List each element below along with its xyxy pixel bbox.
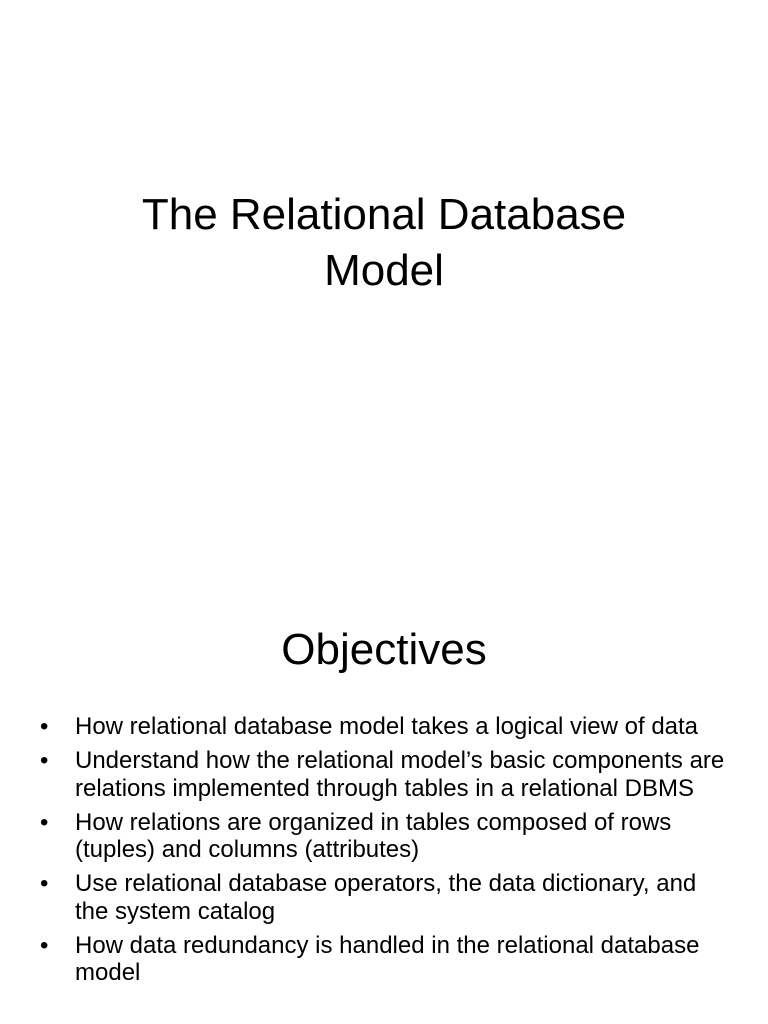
bullet-icon: • (40, 870, 49, 897)
list-item-text: How relations are organized in tables composed of rows (tuples) and columns (attributes) (75, 808, 672, 863)
bullet-icon: • (40, 747, 49, 774)
objectives-list (40, 713, 730, 993)
list-item-text: How data redundancy is handled in the relational database model (75, 931, 700, 986)
objectives-heading: Objectives (281, 625, 487, 674)
list-item-text: Understand how the relational model’s basic components are relations implemented through tables in a relational DBMS (75, 747, 725, 802)
slide-title: The Relational Database Model (141, 190, 627, 295)
bullet-icon: • (40, 713, 49, 740)
bullet-icon: • (40, 931, 49, 959)
list-item (40, 870, 730, 925)
objectives-slide (0, 576, 768, 1024)
list-item (40, 932, 730, 987)
list-item-text: Use relational database operators, the data dictionary, and the system catalog (75, 870, 697, 925)
list-item (40, 713, 730, 741)
list-item (40, 809, 730, 864)
list-item (40, 747, 730, 802)
bullet-icon: • (40, 808, 49, 836)
list-item-text: How relational database model takes a logical view of data (75, 713, 699, 740)
